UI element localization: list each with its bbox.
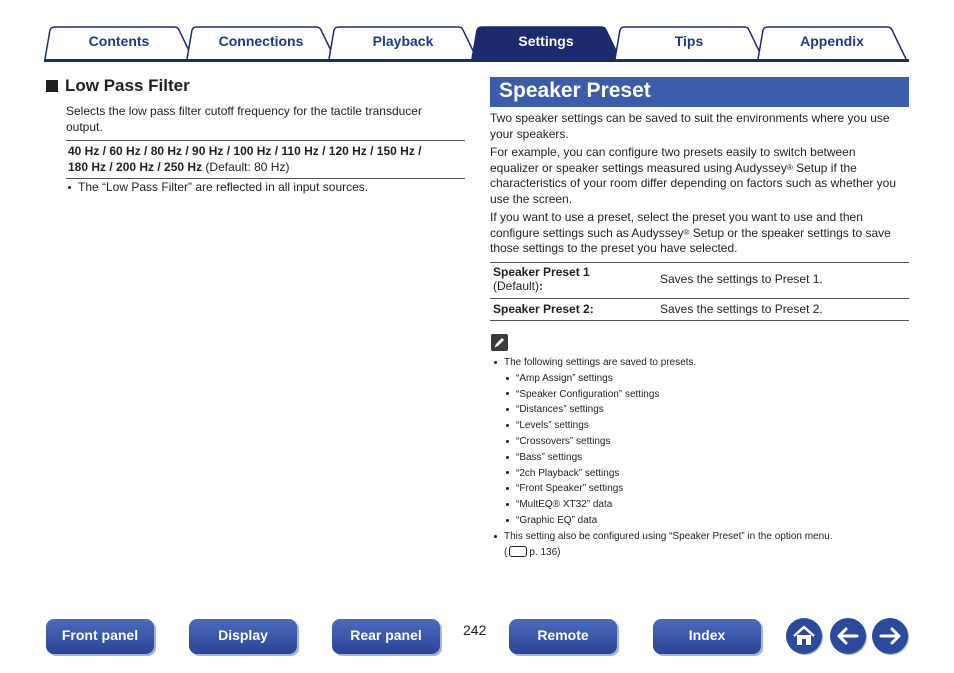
tab-tips-label: Tips: [674, 33, 704, 49]
list-item: [494, 434, 833, 450]
memo-item: “MultEQ® XT32” data: [516, 499, 613, 511]
low-pass-filter-note: [68, 180, 368, 194]
bullet-icon: [506, 503, 509, 506]
memo-item: “Speaker Configuration” settings: [516, 388, 660, 400]
page-number: 242: [463, 622, 487, 638]
display-button[interactable]: [189, 619, 297, 654]
list-item: [494, 418, 833, 434]
speaker-preset-title: Speaker Preset: [499, 79, 651, 102]
options-line-1: 40 Hz / 60 Hz / 80 Hz / 90 Hz / 100 Hz / 110 Hz / 120 Hz / 150 Hz /: [68, 144, 422, 158]
list-item: [494, 529, 833, 545]
preset-1-default: (Default): [493, 279, 540, 293]
memo-item: “Front Speaker” settings: [516, 483, 624, 495]
bullet-icon: [506, 377, 509, 380]
options-line-2: 180 Hz / 200 Hz / 250 Hz: [68, 160, 203, 174]
table-key: [493, 302, 653, 316]
square-bullet-icon: [46, 80, 58, 92]
registered-mark: ®: [683, 227, 690, 237]
bullet-icon: [506, 471, 509, 474]
tab-tips[interactable]: [614, 26, 764, 59]
paragraph-2: [490, 145, 905, 207]
table-row: [490, 263, 909, 299]
arrow-right-icon[interactable]: [872, 618, 908, 654]
pencil-icon: [491, 334, 508, 351]
remote-button[interactable]: [509, 619, 617, 654]
low-pass-filter-heading: [46, 76, 190, 96]
rear-panel-button[interactable]: [332, 619, 440, 654]
list-item: [494, 402, 833, 418]
paragraph-3: [490, 210, 905, 257]
memo-item: “2ch Playback” settings: [516, 467, 620, 479]
tab-contents-label: Contents: [88, 33, 150, 49]
rear-panel-label: Rear panel: [350, 627, 422, 643]
preset-1-colon: :: [539, 279, 544, 293]
low-pass-filter-options: [66, 140, 465, 179]
registered-mark: ®: [786, 162, 793, 172]
memo-item: “Levels” settings: [516, 420, 589, 432]
bullet-icon: [494, 361, 497, 364]
table-value: Saves the settings to Preset 1.: [660, 272, 823, 286]
speaker-preset-body: [490, 111, 905, 260]
arrow-left-icon[interactable]: [830, 618, 866, 654]
paragraph-3-part-a: If you want to use a preset, select the preset you want to use and then configure settings such as Audyssey: [490, 210, 863, 240]
memo-item: “Amp Assign” settings: [516, 372, 613, 384]
page-reference-text: p. 136: [529, 546, 558, 558]
index-button[interactable]: [653, 619, 761, 654]
front-panel-button[interactable]: [46, 619, 154, 654]
home-icon[interactable]: [786, 618, 822, 654]
list-item: [494, 497, 833, 513]
preset-1-key: Speaker Preset 1: [493, 265, 590, 279]
memo-item: “Crossovers” settings: [516, 435, 611, 447]
tab-appendix-label: Appendix: [800, 33, 864, 49]
list-item: [494, 371, 833, 387]
table-key: [493, 265, 653, 293]
top-tab-bar: [0, 0, 954, 62]
bullet-icon: [506, 456, 509, 459]
preset-2-key: Speaker Preset 2:: [493, 302, 594, 316]
tab-settings-label: Settings: [518, 33, 574, 49]
tab-underline: [44, 59, 909, 62]
list-item: [494, 450, 833, 466]
table-value: Saves the settings to Preset 2.: [660, 302, 823, 316]
memo-also: This setting also be configured using “Speaker Preset” in the option menu.: [504, 530, 833, 542]
tab-connections[interactable]: [186, 26, 336, 59]
low-pass-filter-description: Selects the low pass filter cutoff frequency for the tactile transducer output.: [66, 104, 422, 134]
memo-item: “Bass” settings: [516, 451, 583, 463]
memo-item: “Graphic EQ” data: [516, 514, 598, 526]
table-row: [490, 299, 909, 321]
list-item: [494, 387, 833, 403]
tab-settings[interactable]: [471, 26, 621, 59]
index-label: Index: [688, 627, 726, 643]
bullet-icon: [506, 440, 509, 443]
tab-playback[interactable]: [328, 26, 478, 59]
bullet-icon: [506, 424, 509, 427]
paragraph-1: Two speaker settings can be saved to suit the environments where you use your speakers.: [490, 111, 890, 141]
list-item: [494, 481, 833, 497]
tab-contents[interactable]: [44, 26, 194, 59]
list-item: [494, 466, 833, 482]
paragraph-3-part-b: Setup or the speaker settings to save those settings to the preset you have selected.: [490, 225, 891, 255]
bullet-icon: [506, 487, 509, 490]
display-label: Display: [218, 627, 268, 643]
memo-item: “Distances” settings: [516, 404, 604, 416]
bullet-icon: [506, 408, 509, 411]
note-text: The “Low Pass Filter” are reflected in all input sources.: [78, 180, 369, 194]
tab-playback-label: Playback: [372, 33, 434, 49]
list-item: [494, 513, 833, 529]
bullet-icon: [506, 519, 509, 522]
tab-appendix[interactable]: [757, 26, 907, 59]
page-reference-icon: [509, 546, 527, 557]
tab-connections-label: Connections: [218, 33, 304, 49]
page-reference[interactable]: ( p. 136): [504, 546, 561, 558]
front-panel-label: Front panel: [61, 627, 139, 643]
speaker-preset-heading: [490, 77, 909, 107]
memo-intro: The following settings are saved to presets.: [504, 357, 697, 368]
memo-list: [494, 355, 833, 560]
paragraph-2-part-a: For example, you can configure two presets easily to switch between equalizer or speaker settings measured using Audyssey: [490, 145, 856, 175]
options-default: (Default: 80 Hz): [205, 160, 290, 174]
remote-label: Remote: [537, 627, 589, 643]
bullet-icon: [494, 535, 497, 538]
paragraph-2-part-b: Setup if the characteristics of your room differ depending on factors such as whether you use the screen.: [490, 160, 896, 206]
low-pass-filter-title: Low Pass Filter: [65, 76, 190, 95]
bullet-icon: [68, 186, 71, 189]
list-item: [494, 355, 833, 371]
speaker-preset-table: [490, 262, 909, 321]
bullet-icon: [506, 392, 509, 395]
